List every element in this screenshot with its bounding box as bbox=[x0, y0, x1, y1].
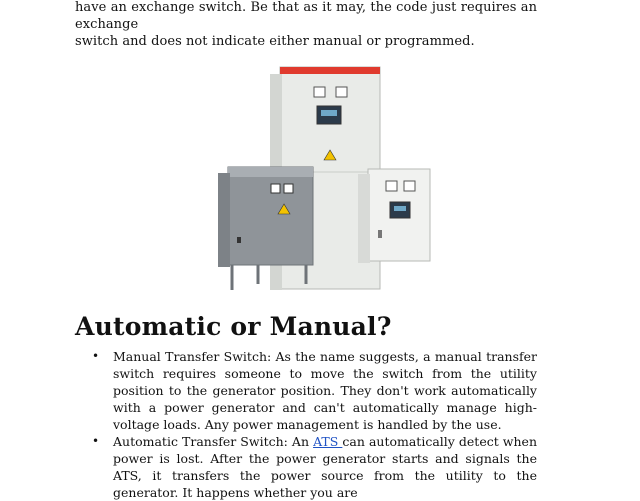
intro-line-2: switch and does not indicate either manual or programmed. bbox=[75, 34, 475, 49]
transfer-switch-cabinets-image bbox=[218, 62, 438, 297]
bullet-list bbox=[75, 348, 537, 501]
right-cabinet bbox=[358, 169, 430, 263]
intro-paragraph bbox=[75, 0, 537, 50]
list-item: • Manual Transfer Switch: As the name suggests, a manual transfer switch requires someone to move the switch from the utility position to the generator position. They don't work automatically with a power generator and can't automatically manage high-voltage loads. Any power management is handled by the use. bbox=[75, 348, 537, 433]
list-item: • Automatic Transfer Switch: An ATS can automatically detect when power is lost. After the power generator starts and signals the ATS, it transfers the power source from the utility to the generator. It happens whether you are bbox=[75, 433, 537, 501]
intro-line-1: have an exchange switch. Be that as it may, the code just requires an exchange bbox=[75, 0, 537, 32]
ats-link[interactable]: ATS bbox=[313, 434, 343, 449]
section-heading: Automatic or Manual? bbox=[75, 312, 392, 341]
